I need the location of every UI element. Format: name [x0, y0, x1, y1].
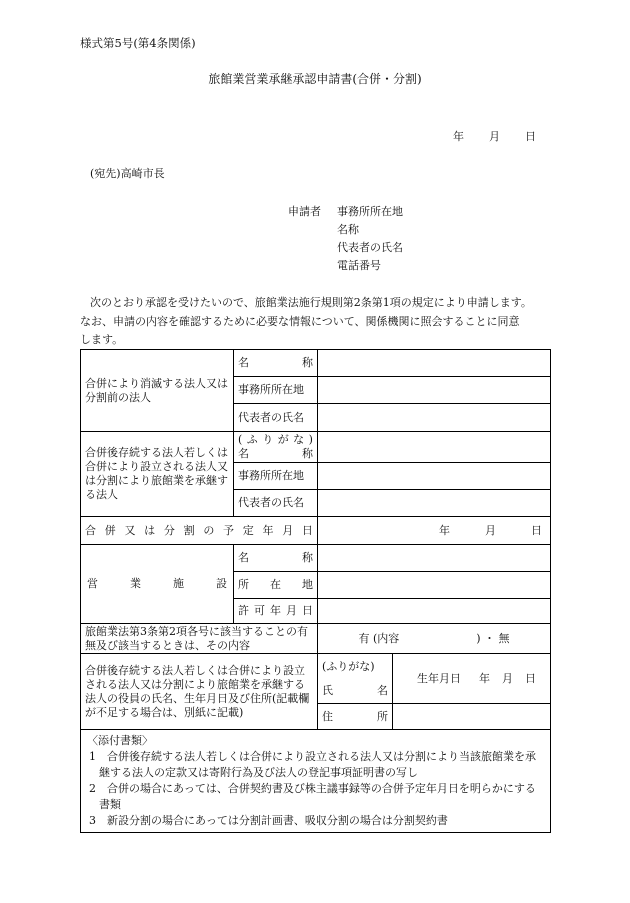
officer-name-label: (ふりがな) 氏 名	[318, 654, 393, 704]
attachment-item: 1 合併後存続する法人若しくは合併により設立される法人又は分割により当該旅館業を承継する法人の定款又は寄附行為及び法人の登記事項証明書の写し	[89, 750, 536, 779]
schedule-date-field[interactable]: 年 月 日	[318, 517, 551, 545]
successor-corp-label: 合併後存続する法人若しくは合併により設立される法人又は分割により旅館業を承継する法人	[81, 432, 234, 517]
applicant-name-label: 名称	[337, 223, 359, 236]
successor-rep-field[interactable]	[318, 490, 551, 517]
intro-line: します。	[80, 333, 124, 346]
dissolving-corp-label: 合併により消滅する法人又は分割前の法人	[81, 350, 234, 432]
permit-date-label: 許 可 年 月 日	[234, 599, 318, 624]
intro-line: なお、申請の内容を確認するために必要な情報について、関係機関に照会することに同意	[80, 315, 520, 328]
permit-date-field[interactable]	[318, 599, 551, 624]
officer-birth-field[interactable]: 生年月日 年 月 日	[393, 654, 551, 704]
dissolving-rep-field[interactable]	[318, 404, 551, 432]
form-title: 旅館業営業承継承認申請書(合併・分割)	[208, 72, 422, 86]
intro-line: 次のとおり承認を受けたいので、旅館業法施行規則第2条第1項の規定により申請します。	[90, 296, 532, 309]
successor-rep-label: 代表者の氏名	[234, 490, 318, 517]
furigana-label: ( ふ り が な )	[238, 433, 313, 446]
officers-label: 合併後存続する法人若しくは合併により設立される法人又は分割により旅館業を承継する法人の役員の氏名、生年月日及び住所(記載欄が不足する場合は、別紙に記載)	[81, 654, 318, 730]
article3-field[interactable]: 有 (内容 ) ・ 無	[318, 624, 551, 654]
dissolving-name-label: 名 称	[234, 350, 318, 377]
successor-name-label: ( ふ り が な ) 名 称	[234, 432, 318, 463]
dissolving-office-label: 事務所所在地	[234, 377, 318, 404]
successor-office-field[interactable]	[318, 463, 551, 490]
dissolving-name-field[interactable]	[318, 350, 551, 377]
schedule-date-label: 合 併 又 は 分 割 の 予 定 年 月 日	[81, 517, 318, 545]
successor-name-field[interactable]	[318, 432, 551, 463]
officer-address-field[interactable]	[393, 704, 551, 730]
article3-label: 旅館業法第3条第2項各号に該当することの有無及び該当するときは、その内容	[81, 624, 318, 654]
form-number: 様式第5号(第4条関係)	[80, 36, 196, 50]
facility-name-field[interactable]	[318, 545, 551, 572]
facility-location-field[interactable]	[318, 572, 551, 599]
addressee: (宛先)高崎市長	[90, 167, 165, 180]
attachment-item: 2 合併の場合にあっては、合併契約書及び株主議事録等の合併予定年月日を明らかにする書類	[89, 782, 536, 811]
officer-address-label: 住 所	[318, 704, 393, 730]
attachments-box	[81, 730, 551, 833]
date-month: 月	[489, 130, 500, 143]
successor-office-label: 事務所所在地	[234, 463, 318, 490]
officer-furigana-label: (ふりがな)	[322, 659, 375, 673]
attachments-heading: 〈添付書類〉	[87, 734, 153, 747]
dissolving-office-field[interactable]	[318, 377, 551, 404]
facility-name-label: 名 称	[234, 545, 318, 572]
date-year: 年	[453, 130, 464, 143]
applicant-office-address-label: 事務所所在地	[337, 205, 403, 218]
applicant-representative-label: 代表者の氏名	[337, 241, 403, 254]
applicant-phone-label: 電話番号	[337, 259, 381, 272]
dissolving-rep-label: 代表者の氏名	[234, 404, 318, 432]
application-form-table	[80, 349, 551, 833]
attachment-item: 3 新設分割の場合にあっては分割計画書、吸収分割の場合は分割契約書	[89, 814, 448, 827]
applicant-label: 申請者	[288, 205, 321, 218]
facility-label: 営 業 施 設	[81, 545, 234, 624]
facility-location-label: 所 在 地	[234, 572, 318, 599]
date-day: 日	[525, 130, 536, 143]
